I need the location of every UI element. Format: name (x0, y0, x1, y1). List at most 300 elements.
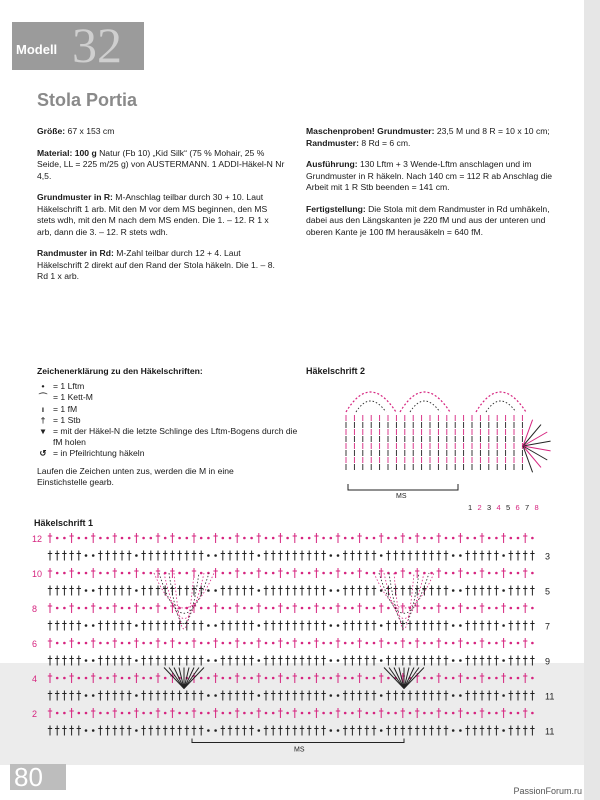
chart1-chain-stitch (373, 677, 376, 680)
chart1-chain-stitch (85, 712, 88, 715)
chart1-chain-stitch (330, 572, 333, 575)
legend-text: = 1 Lftm (53, 381, 85, 392)
chart1-chain-stitch (186, 572, 189, 575)
chart1-chain-stitch (258, 554, 261, 557)
chart1-chain-stitch (265, 607, 268, 610)
chart1-chain-stitch (459, 589, 462, 592)
chart1-chain-stitch (222, 607, 225, 610)
chart1-fan-left-arc (154, 573, 214, 608)
chart1-chain-stitch (510, 537, 513, 540)
chart1-chain-stitch (387, 642, 390, 645)
chart1-chain-stitch (106, 572, 109, 575)
paragraph-key: Fertigstellung: (306, 203, 366, 214)
chart1-chain-stitch (466, 712, 469, 715)
chart1-chain-stitch (121, 537, 124, 540)
chart1-chain-stitch (222, 712, 225, 715)
chart1-chain-stitch (178, 572, 181, 575)
chart1-title: Häkelschrift 1 (34, 518, 94, 528)
chart1-chain-stitch (459, 694, 462, 697)
chart1-chain-stitch (423, 677, 426, 680)
chart1-chain-stitch (488, 677, 491, 680)
chart2-round-number: 6 (515, 503, 520, 512)
chart1-chain-stitch (488, 642, 491, 645)
chart1-chain-stitch (150, 572, 153, 575)
row-number-right: 5 (545, 586, 551, 597)
chart1-fan-right-arc (389, 573, 419, 624)
row-number-right: 11 (545, 726, 555, 737)
legend-text: = 1 fM (53, 403, 78, 414)
chart1-chain-stitch (531, 677, 534, 680)
chart1-chain-stitch (452, 677, 455, 680)
chart1-chain-stitch (452, 694, 455, 697)
chart1-chain-stitch (459, 659, 462, 662)
chart1-chain-stitch (99, 677, 102, 680)
chart1-chain-stitch (121, 572, 124, 575)
chart1-chain-stitch (286, 607, 289, 610)
paragraph-text: Natur (Fb 10) „Kid Silk“ (75 % Mohair, 25 % Seide, LL = 225 m/25 g) von AUSTERMANN. 1 ADDI-Häkel-N Nr 4,5. (37, 147, 285, 181)
chart1-chain-stitch (308, 677, 311, 680)
chart1-chain-stitch (258, 729, 261, 732)
chart1-chain-stitch (459, 554, 462, 557)
page-title: Stola Portia (37, 90, 138, 110)
chart1-chain-stitch (474, 712, 477, 715)
chart1-chain-stitch (99, 537, 102, 540)
chart1-chain-stitch (99, 712, 102, 715)
chart2-round-number: 1 (468, 503, 473, 512)
chart1-chain-stitch (366, 677, 369, 680)
chart1-chain-stitch (452, 607, 455, 610)
legend-symbol: ↺ (39, 448, 47, 459)
chart1-chain-stitch (474, 607, 477, 610)
chart1-chain-stitch (85, 642, 88, 645)
chart1-chain-stitch (452, 589, 455, 592)
chart1-chain-stitch (142, 537, 145, 540)
chart1-chain-stitch (178, 642, 181, 645)
chart2-inner-arc (356, 401, 386, 412)
chart1-chain-stitch (229, 712, 232, 715)
chart1-chain-stitch (452, 729, 455, 732)
chart1-chain-stitch (200, 712, 203, 715)
chart2-scallop (346, 392, 396, 412)
chart1-chain-stitch (495, 537, 498, 540)
chart1-chain-stitch (243, 607, 246, 610)
chart2-round-number: 8 (534, 503, 539, 512)
chart1-chain-stitch (344, 607, 347, 610)
chart1-chain-stitch (337, 729, 340, 732)
chart1-chain-stitch (308, 642, 311, 645)
chart1-chain-stitch (301, 607, 304, 610)
model-number: 32 (72, 17, 122, 73)
chart1-chain-stitch (387, 537, 390, 540)
chart1-chain-stitch (308, 607, 311, 610)
chart1-chain-stitch (366, 537, 369, 540)
chart1-chain-stitch (178, 537, 181, 540)
paragraph-key: Randmuster: (306, 137, 360, 148)
chart1-fan-left-arc (169, 573, 199, 624)
chart1-chain-stitch (502, 694, 505, 697)
chart1-chain-stitch (380, 729, 383, 732)
chart1-chain-stitch (164, 642, 167, 645)
chart1-chain-stitch (121, 607, 124, 610)
chart2-scallop (476, 392, 526, 412)
chart1-chain-stitch (121, 642, 124, 645)
chart1-chain-stitch (63, 712, 66, 715)
chart1-chain-stitch (272, 712, 275, 715)
chart2-title: Häkelschrift 2 (306, 366, 366, 376)
chart1-chain-stitch (207, 624, 210, 627)
chart1-chain-stitch (445, 537, 448, 540)
legend-text: = 1 Stb (53, 414, 81, 425)
chart1-chain-stitch (214, 729, 217, 732)
chart1-chain-stitch (495, 642, 498, 645)
chart1-chain-stitch (474, 537, 477, 540)
chart1-chain-stitch (63, 677, 66, 680)
chart1-chain-stitch (330, 607, 333, 610)
chart1-chain-stitch (531, 537, 534, 540)
chart1-chain-stitch (488, 607, 491, 610)
chart1-chain-stitch (56, 537, 59, 540)
chart2-round-number: 2 (477, 503, 482, 512)
chart1-chain-stitch (330, 624, 333, 627)
chart1-chain-stitch (150, 712, 153, 715)
chart2-round-number: 4 (496, 503, 501, 512)
row-number-left: 6 (32, 639, 38, 649)
row-number-right: 11 (545, 691, 555, 702)
chart1-chain-stitch (250, 677, 253, 680)
chart1-chain-stitch (474, 677, 477, 680)
row-number-left: 10 (32, 569, 43, 579)
chart1-chain-stitch (445, 677, 448, 680)
row-number-left: 8 (32, 604, 38, 614)
chart1-chain-stitch (250, 642, 253, 645)
chart1-chain-stitch (142, 607, 145, 610)
chart1-chain-stitch (286, 537, 289, 540)
chart1-chain-stitch (344, 537, 347, 540)
chart1-chain-stitch (135, 694, 138, 697)
chart1-chain-stitch (186, 537, 189, 540)
chart1-chain-stitch (517, 572, 520, 575)
chart1-chain-stitch (330, 677, 333, 680)
chart1-chain-stitch (510, 677, 513, 680)
chart1-chain-stitch (308, 572, 311, 575)
chart1-chain-stitch (135, 729, 138, 732)
chart1-chain-stitch (344, 572, 347, 575)
legend-symbol: ı (41, 403, 45, 414)
chart1-chain-stitch (99, 642, 102, 645)
chart1-chain-stitch (207, 712, 210, 715)
chart1-chain-stitch (409, 537, 412, 540)
chart1-chain-stitch (301, 572, 304, 575)
chart1-chain-stitch (207, 554, 210, 557)
chart1-chain-stitch (474, 572, 477, 575)
chart1-chain-stitch (466, 677, 469, 680)
chart1-chain-stitch (430, 607, 433, 610)
chart1-chain-stitch (78, 677, 81, 680)
chart1-chain-stitch (78, 607, 81, 610)
chart1-chain-stitch (142, 677, 145, 680)
chart1-chain-stitch (229, 607, 232, 610)
row-number-right: 9 (545, 656, 551, 667)
chart1-chain-stitch (366, 572, 369, 575)
chart1-chain-stitch (56, 677, 59, 680)
chart1-chain-stitch (517, 642, 520, 645)
chart2-round-number: 5 (506, 503, 511, 512)
chart1-chain-stitch (466, 537, 469, 540)
chart1-chain-stitch (409, 572, 412, 575)
chart1-chain-stitch (85, 624, 88, 627)
chart1-chain-stitch (337, 694, 340, 697)
chart1-chain-stitch (531, 607, 534, 610)
chart1-chain-stitch (258, 659, 261, 662)
right_column-paragraph (306, 159, 554, 194)
chart1-chain-stitch (56, 642, 59, 645)
chart1-chain-stitch (164, 607, 167, 610)
chart1-chain-stitch (128, 677, 131, 680)
chart1-chain-stitch (250, 712, 253, 715)
chart1-chain-stitch (56, 572, 59, 575)
chart1-chain-stitch (337, 554, 340, 557)
chart2-ms-label: MS (396, 493, 407, 500)
left_column-paragraph (37, 126, 285, 138)
chart1-chain-stitch (286, 712, 289, 715)
chart1-fan-right-arc (374, 573, 434, 608)
paragraph-text: 23,5 M und 8 R = 10 x 10 cm; (434, 126, 550, 136)
chart1-chain-stitch (502, 624, 505, 627)
chart1-chain-stitch (200, 607, 203, 610)
chart1-chain-stitch (92, 729, 95, 732)
chart2-inner-arc (486, 401, 516, 412)
paragraph-key: Grundmuster in R: (37, 192, 113, 202)
chart1-chain-stitch (301, 642, 304, 645)
chart1-chain-stitch (272, 572, 275, 575)
chart1-chain-stitch (330, 729, 333, 732)
chart1-chain-stitch (85, 729, 88, 732)
legend-item (37, 404, 299, 415)
paragraph-text: 8 Rd = 6 cm. (359, 137, 411, 148)
chart1-chain-stitch (243, 642, 246, 645)
legend-heading: Zeichenerklärung zu den Häkelschriften: (37, 366, 203, 376)
chart1-chain-stitch (322, 572, 325, 575)
chart1-chain-stitch (142, 712, 145, 715)
chart1-chain-stitch (272, 677, 275, 680)
chart1-chain-stitch (373, 642, 376, 645)
chart1-chain-stitch (186, 642, 189, 645)
chart1-chain-stitch (78, 712, 81, 715)
chart1-chain-stitch (243, 572, 246, 575)
chart1-chain-stitch (63, 537, 66, 540)
chart1-chain-stitch (430, 677, 433, 680)
chart1-chain-stitch (301, 677, 304, 680)
chart1-chain-stitch (351, 642, 354, 645)
model-label: Modell (16, 42, 58, 57)
chart1-chain-stitch (510, 572, 513, 575)
chart1-chain-stitch (265, 677, 268, 680)
chart1-chain-stitch (452, 624, 455, 627)
row-number-left: 12 (32, 534, 43, 544)
chart1-chain-stitch (286, 572, 289, 575)
chart2-corner-spoke (523, 446, 541, 467)
chart1-chain-stitch (430, 572, 433, 575)
chart1-chain-stitch (301, 537, 304, 540)
chart1-chain-stitch (452, 712, 455, 715)
chart1-chain-stitch (135, 589, 138, 592)
chart1-chain-stitch (459, 624, 462, 627)
chart1-chain-stitch (150, 677, 153, 680)
chart1-chain-stitch (92, 554, 95, 557)
chart1-chain-stitch (214, 589, 217, 592)
legend-symbol: • (41, 381, 45, 392)
chart1-chain-stitch (344, 642, 347, 645)
chart1-chain-stitch (495, 712, 498, 715)
chart1-chain-stitch (150, 642, 153, 645)
chart1-chain-stitch (250, 572, 253, 575)
chart1-chain-stitch (135, 659, 138, 662)
chart1-chain-stitch (207, 572, 210, 575)
chart1-chain-stitch (488, 572, 491, 575)
chart1-chain-stitch (531, 642, 534, 645)
chart1-chain-stitch (466, 572, 469, 575)
chart1-chain-stitch (394, 712, 397, 715)
chart1-fan-right-spoke (404, 668, 414, 689)
chart1-chain-stitch (387, 712, 390, 715)
paragraph-text: M-Zahl teilbar durch 12 + 4. Laut Häkelschrift 2 direkt auf den Rand der Stola häkeln. Die 1. – 8. Rd 1 x arb. (37, 248, 275, 281)
paragraph-key: Material: 100 g (37, 147, 97, 158)
chart1-chain-stitch (272, 642, 275, 645)
chart1-chain-stitch (409, 712, 412, 715)
chart1-chain-stitch (322, 712, 325, 715)
chart1-chain-stitch (330, 642, 333, 645)
legend-symbol: ▾ (40, 426, 46, 437)
page-number-box (10, 764, 66, 790)
chart1-chain-stitch (387, 607, 390, 610)
chart1-chain-stitch (488, 537, 491, 540)
chart1-chain-stitch (380, 659, 383, 662)
chart2-corner-spoke (523, 420, 533, 446)
chart1-chain-stitch (330, 589, 333, 592)
chart1-chain-stitch (423, 607, 426, 610)
chart1-chain-stitch (214, 554, 217, 557)
row-number-right: 7 (545, 621, 551, 632)
chart1-chain-stitch (452, 554, 455, 557)
chart2-scallop (400, 392, 450, 412)
left_column-paragraph (37, 148, 285, 183)
paragraph-key: Randmuster in Rd: (37, 248, 114, 258)
legend-item (37, 381, 299, 392)
crochet-chart-1 (32, 528, 572, 758)
chart1-chain-stitch (330, 537, 333, 540)
chart1-chain-stitch (423, 712, 426, 715)
right_column-paragraph (306, 126, 554, 149)
chart1-chain-stitch (222, 677, 225, 680)
legend-text: = in Pfeilrichtung häkeln (53, 448, 145, 459)
chart1-chain-stitch (272, 537, 275, 540)
left-text-column (37, 126, 285, 293)
chart1-chain-stitch (517, 537, 520, 540)
chart1-chain-stitch (243, 537, 246, 540)
legend-item (37, 426, 299, 448)
chart1-chain-stitch (121, 677, 124, 680)
chart1-chain-stitch (495, 607, 498, 610)
legend-symbol: † (40, 414, 46, 425)
chart1-chain-stitch (495, 572, 498, 575)
chart1-chain-stitch (106, 642, 109, 645)
chart1-chain-stitch (135, 624, 138, 627)
chart1-chain-stitch (142, 572, 145, 575)
chart1-chain-stitch (322, 537, 325, 540)
chart1-chain-stitch (466, 607, 469, 610)
legend-item (37, 415, 299, 426)
watermark: PassionForum.ru (513, 786, 582, 796)
chart1-chain-stitch (207, 607, 210, 610)
legend-item (37, 448, 299, 459)
chart1-chain-stitch (128, 572, 131, 575)
chart1-chain-stitch (373, 607, 376, 610)
chart1-chain-stitch (207, 729, 210, 732)
chart1-chain-stitch (423, 537, 426, 540)
chart1-chain-stitch (222, 572, 225, 575)
chart1-chain-stitch (517, 712, 520, 715)
chart1-chain-stitch (78, 537, 81, 540)
chart1-chain-stitch (85, 694, 88, 697)
chart1-chain-stitch (106, 607, 109, 610)
chart1-chain-stitch (387, 677, 390, 680)
paragraph-text: Die Stola mit dem Randmuster in Rd umhäkeln, dabei aus den Längskanten je 220 fM und aus der unteren und oberen Kante je 100 fM herausäkeln = 640 fM. (306, 203, 550, 237)
chart1-chain-stitch (214, 694, 217, 697)
chart1-chain-stitch (330, 694, 333, 697)
chart1-chain-stitch (380, 554, 383, 557)
chart1-chain-stitch (502, 554, 505, 557)
chart1-chain-stitch (85, 589, 88, 592)
chart1-chain-stitch (452, 642, 455, 645)
chart1-chain-stitch (92, 589, 95, 592)
chart1-chain-stitch (344, 712, 347, 715)
chart1-chain-stitch (164, 712, 167, 715)
chart1-ms-bracket (192, 739, 404, 743)
chart1-chain-stitch (258, 589, 261, 592)
chart1-chain-stitch (85, 607, 88, 610)
chart2-round-number: 3 (487, 503, 492, 512)
chart1-chain-stitch (207, 589, 210, 592)
chart1-fan-right-arc (394, 573, 414, 629)
chart1-chain-stitch (78, 642, 81, 645)
chart1-chain-stitch (517, 677, 520, 680)
chart1-chain-stitch (207, 642, 210, 645)
chart1-chain-stitch (85, 537, 88, 540)
page-edge-strip (584, 0, 600, 800)
chart2-inner-arc (410, 401, 440, 412)
chart1-chain-stitch (322, 642, 325, 645)
chart1-chain-stitch (452, 572, 455, 575)
page-number: 80 (14, 762, 43, 792)
chart1-chain-stitch (99, 572, 102, 575)
chart1-chain-stitch (200, 677, 203, 680)
chart1-chain-stitch (250, 537, 253, 540)
legend-item (37, 392, 299, 403)
chart1-chain-stitch (121, 712, 124, 715)
chart1-chain-stitch (351, 572, 354, 575)
chart1-chain-stitch (373, 712, 376, 715)
chart1-chain-stitch (243, 712, 246, 715)
chart1-chain-stitch (330, 659, 333, 662)
chart1-chain-stitch (164, 537, 167, 540)
chart1-chain-stitch (214, 624, 217, 627)
chart1-chain-stitch (308, 537, 311, 540)
chart1-chain-stitch (330, 712, 333, 715)
chart2-corner-spoke (523, 425, 541, 446)
chart1-chain-stitch (78, 572, 81, 575)
chart1-fan-left-spoke (184, 668, 194, 689)
chart1-chain-stitch (85, 554, 88, 557)
